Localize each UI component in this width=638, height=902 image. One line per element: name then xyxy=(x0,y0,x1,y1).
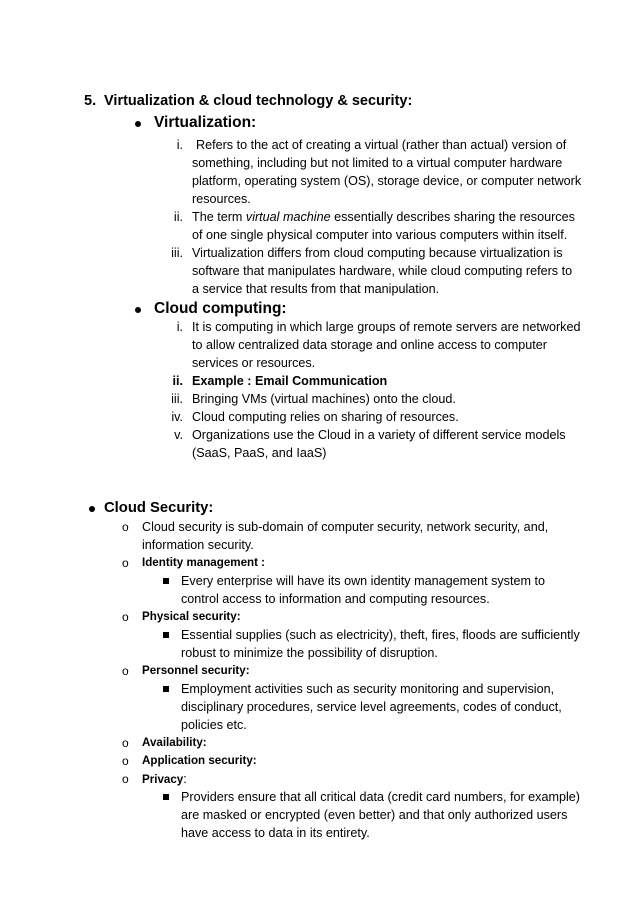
cloud-computing-title: Cloud computing: xyxy=(154,300,287,317)
list-line: Organizations use the Cloud in a variety of different service models xyxy=(192,428,566,442)
bullet-dot xyxy=(135,121,141,127)
physical-label: Physical security: xyxy=(142,610,241,623)
list-line: Every enterprise will have its own identity management system to xyxy=(181,574,545,588)
application-security-label: Application security: xyxy=(142,754,257,767)
list-number: iii. xyxy=(171,246,183,260)
sub-bullet: o xyxy=(122,520,129,534)
list-number: iii. xyxy=(171,392,183,406)
list-line: something, including but not limited to a virtual computer hardware xyxy=(192,156,563,170)
list-line: Virtualization differs from cloud computing because virtualization is xyxy=(192,246,563,260)
sub-bullet: o xyxy=(122,736,129,750)
list-line: resources. xyxy=(192,192,251,206)
emphasis-text: virtual machine xyxy=(245,210,331,224)
list-line: robust to minimize the possibility of disruption. xyxy=(181,646,438,660)
privacy-label: Privacy xyxy=(142,773,184,786)
list-line: Refers to the act of creating a virtual (rather than actual) version of xyxy=(196,138,567,152)
bullet-dot xyxy=(135,307,141,313)
list-line: to allow centralized data storage and online access to computer xyxy=(192,338,547,352)
identity-label: Identity management : xyxy=(142,556,266,569)
list-number: i. xyxy=(176,320,183,334)
cloud-security-title: Cloud Security: xyxy=(104,500,214,516)
list-number: ii. xyxy=(173,210,183,224)
list-line: Cloud computing relies on sharing of resources. xyxy=(192,410,459,424)
privacy-label-line: Privacy: xyxy=(142,772,187,786)
list-line: are masked or encrypted (even better) and that only authorized users xyxy=(181,808,568,822)
list-line: policies etc. xyxy=(181,718,247,732)
list-line: control access to information and computing resources. xyxy=(181,592,490,606)
list-line: The term virtual machine essentially describes sharing the resources xyxy=(192,210,575,224)
virtualization-title: Virtualization: xyxy=(154,114,257,131)
list-line: services or resources. xyxy=(192,356,316,370)
list-line: It is computing in which large groups of remote servers are networked xyxy=(192,320,581,334)
list-number: iv. xyxy=(171,410,183,424)
list-line: Bringing VMs (virtual machines) onto the cloud. xyxy=(192,392,456,406)
list-line: disciplinary procedures, service level agreements, codes of conduct, xyxy=(181,700,562,714)
bullet-dot xyxy=(89,506,95,512)
list-line: information security. xyxy=(142,538,254,552)
list-line: Cloud security is sub-domain of computer security, network security, and, xyxy=(142,520,549,534)
list-line: (SaaS, PaaS, and IaaS) xyxy=(192,446,327,460)
list-line: Providers ensure that all critical data (credit card numbers, for example) xyxy=(181,790,580,804)
sub-bullet: o xyxy=(122,556,129,570)
list-line: a service that results from that manipulation. xyxy=(192,282,440,296)
square-bullet xyxy=(163,632,169,638)
list-line: platform, operating system (OS), storage device, or computer network xyxy=(192,174,582,188)
availability-label: Availability: xyxy=(142,736,207,749)
list-line: of one single physical computer into various computers within itself. xyxy=(192,228,568,242)
list-line: Example : Email Communication xyxy=(192,374,388,388)
list-number: i. xyxy=(176,138,183,152)
square-bullet xyxy=(163,794,169,800)
list-line: Essential supplies (such as electricity), theft, fires, floods are sufficiently xyxy=(181,628,580,642)
square-bullet xyxy=(163,578,169,584)
section-number: 5. xyxy=(84,93,97,109)
section-heading: Virtualization & cloud technology & security: xyxy=(104,93,413,109)
personnel-label: Personnel security: xyxy=(142,664,250,677)
sub-bullet: o xyxy=(122,610,129,624)
list-line: Employment activities such as security monitoring and supervision, xyxy=(181,682,555,696)
list-line: have access to data in its entirety. xyxy=(181,826,370,840)
sub-bullet: o xyxy=(122,664,129,678)
list-number: ii. xyxy=(172,374,183,388)
list-number: v. xyxy=(174,428,183,442)
square-bullet xyxy=(163,686,169,692)
sub-bullet: o xyxy=(122,754,129,768)
list-line: software that manipulates hardware, while cloud computing refers to xyxy=(192,264,573,278)
sub-bullet: o xyxy=(122,772,129,786)
